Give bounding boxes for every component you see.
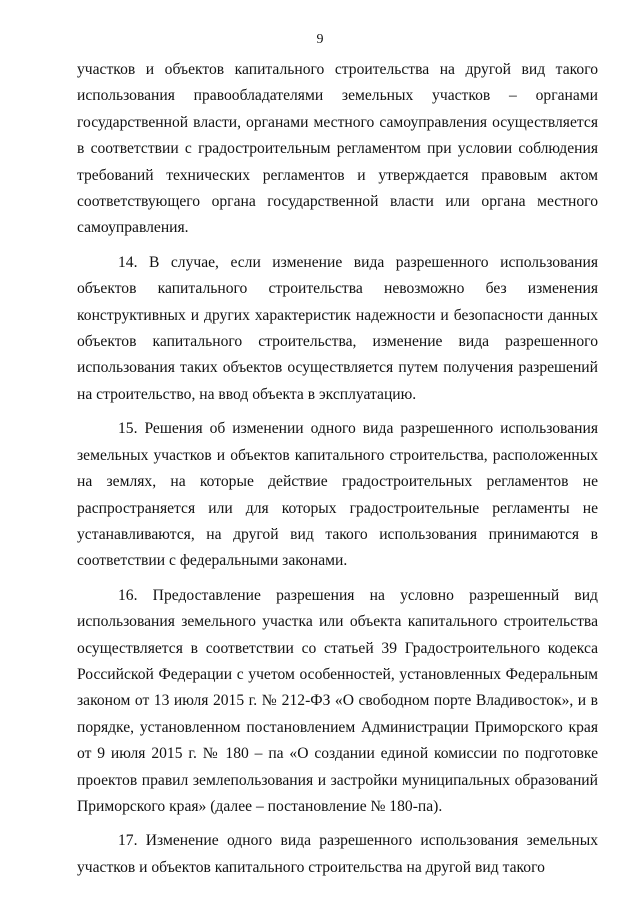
paragraph-clause-15: 15. Решения об изменении одного вида разрешенного использования земельных участков и объектов капитального строительства, расположенных на землях, на которые действие градостроительных регламентов не распространяется или для которых градостроительные регламенты не устанавливаются, на другой вид такого использования принимаются в соответствии с федеральными законами.	[77, 420, 598, 570]
document-body	[77, 57, 598, 889]
page-number: 9	[316, 32, 324, 47]
paragraph-clause-17: 17. Изменение одного вида разрешенного использования земельных участков и объектов капитального строительства на другой вид такого	[77, 832, 598, 876]
paragraph-clause-16: 16. Предоставление разрешения на условно разрешенный вид использования земельного участка или объекта капитального строительства осуществляется в соответствии со статьей 39 Градостроительного кодекса Российской Федерации с учетом особенностей, установленных Федеральным законом от 13 июля 2015 г. № 212-ФЗ «О свободном порте Владивосток», и в порядке, установленном постановлением Администрации Приморского края от 9 июля 2015 г. № 180 – па «О создании единой комиссии по подготовке проектов правил землепользования и застройки муниципальных образований Приморского края» (далее – постановление № 180-па).	[77, 586, 598, 815]
paragraph-clause-14: 14. В случае, если изменение вида разрешенного использования объектов капитального строительства невозможно без изменения конструктивных и других характеристик надежности и безопасности данных объектов капитального строительства, изменение вида разрешенного использования таких объектов осуществляется путем получения разрешений на строительство, на ввод объекта в эксплуатацию.	[77, 253, 598, 403]
paragraph-continuation: участков и объектов капитального строительства на другой вид такого использования правообладателями земельных участков – органами государственной власти, органами местного самоуправления осуществляется в соответствии с градостроительным регламентом при условии соблюдения требований технических регламентов и утверждается правовым актом соответствующего органа государственной власти или органа местного самоуправления.	[77, 61, 598, 237]
